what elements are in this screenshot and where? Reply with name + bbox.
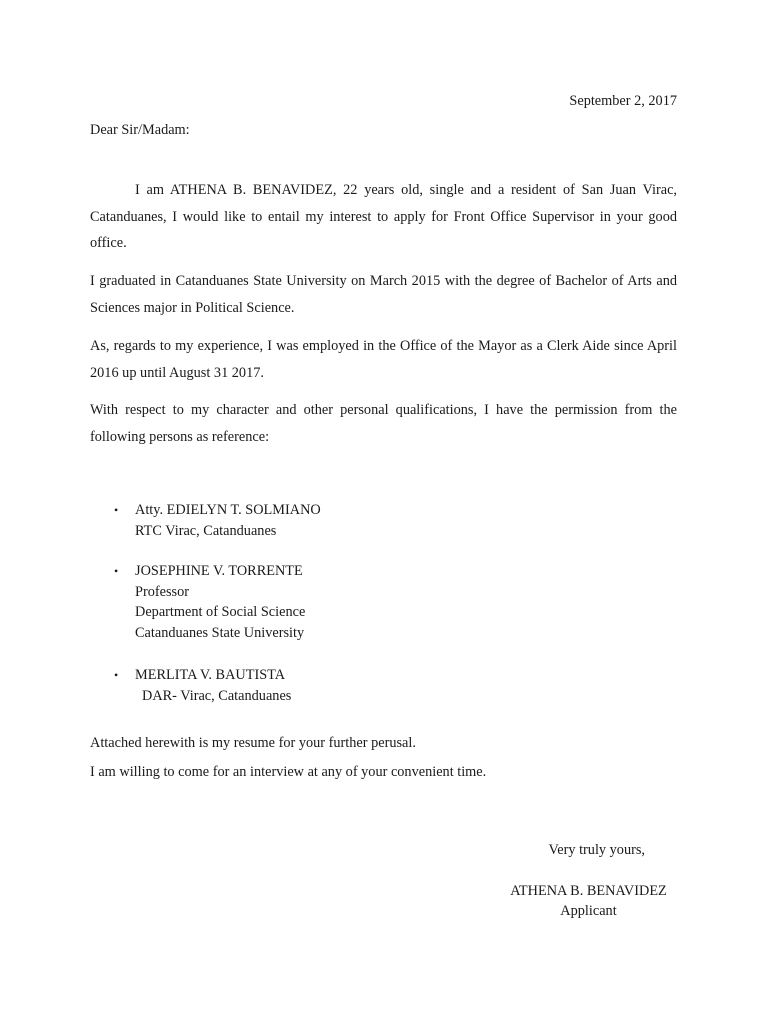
reference-detail: Catanduanes State University [135,625,305,642]
intro-paragraph: I am ATHENA B. BENAVIDEZ, 22 years old, single and a resident of San Juan Virac, Catanduanes, I would like to entail my interest to apply for Front Office Supervisor in your good office. [90,182,677,251]
reference-detail: RTC Virac, Catanduanes [135,522,277,539]
reference-item [114,665,292,706]
reference-detail: DAR- Virac, Catanduanes [142,687,292,704]
bullet-icon: • [114,503,119,517]
signature-name: ATHENA B. BENAVIDEZ [510,883,667,899]
reference-item [114,561,306,644]
reference-item [114,500,321,541]
reference-detail: Professor [135,583,190,600]
experience-paragraph: As, regards to my experience, I was employed in the Office of the Mayor as a Clerk Aide since April 2016 up until August 31 2017. [90,338,677,381]
reference-detail: Department of Social Science [135,604,306,621]
bullet-icon: • [114,668,119,682]
letter-date: September 2, 2017 [569,93,677,109]
interview-availability-line: I am willing to come for an interview at any of your convenient time. [90,764,487,780]
bullet-icon: • [114,564,119,578]
signature-title: Applicant [560,903,617,919]
reference-name: MERLITA V. BAUTISTA [135,667,286,683]
resume-attached-line: Attached herewith is my resume for your further perusal. [90,735,416,751]
reference-name: Atty. EDIELYN T. SOLMIANO [135,502,321,518]
education-paragraph: I graduated in Catanduanes State University on March 2015 with the degree of Bachelor of Arts and Sciences major in Political Science. [90,273,677,316]
sign-off: Very truly yours, [548,842,645,858]
reference-name: JOSEPHINE V. TORRENTE [135,563,303,579]
references-intro-paragraph: With respect to my character and other personal qualifications, I have the permission from the following persons as reference: [90,402,677,445]
salutation: Dear Sir/Madam: [90,122,190,138]
